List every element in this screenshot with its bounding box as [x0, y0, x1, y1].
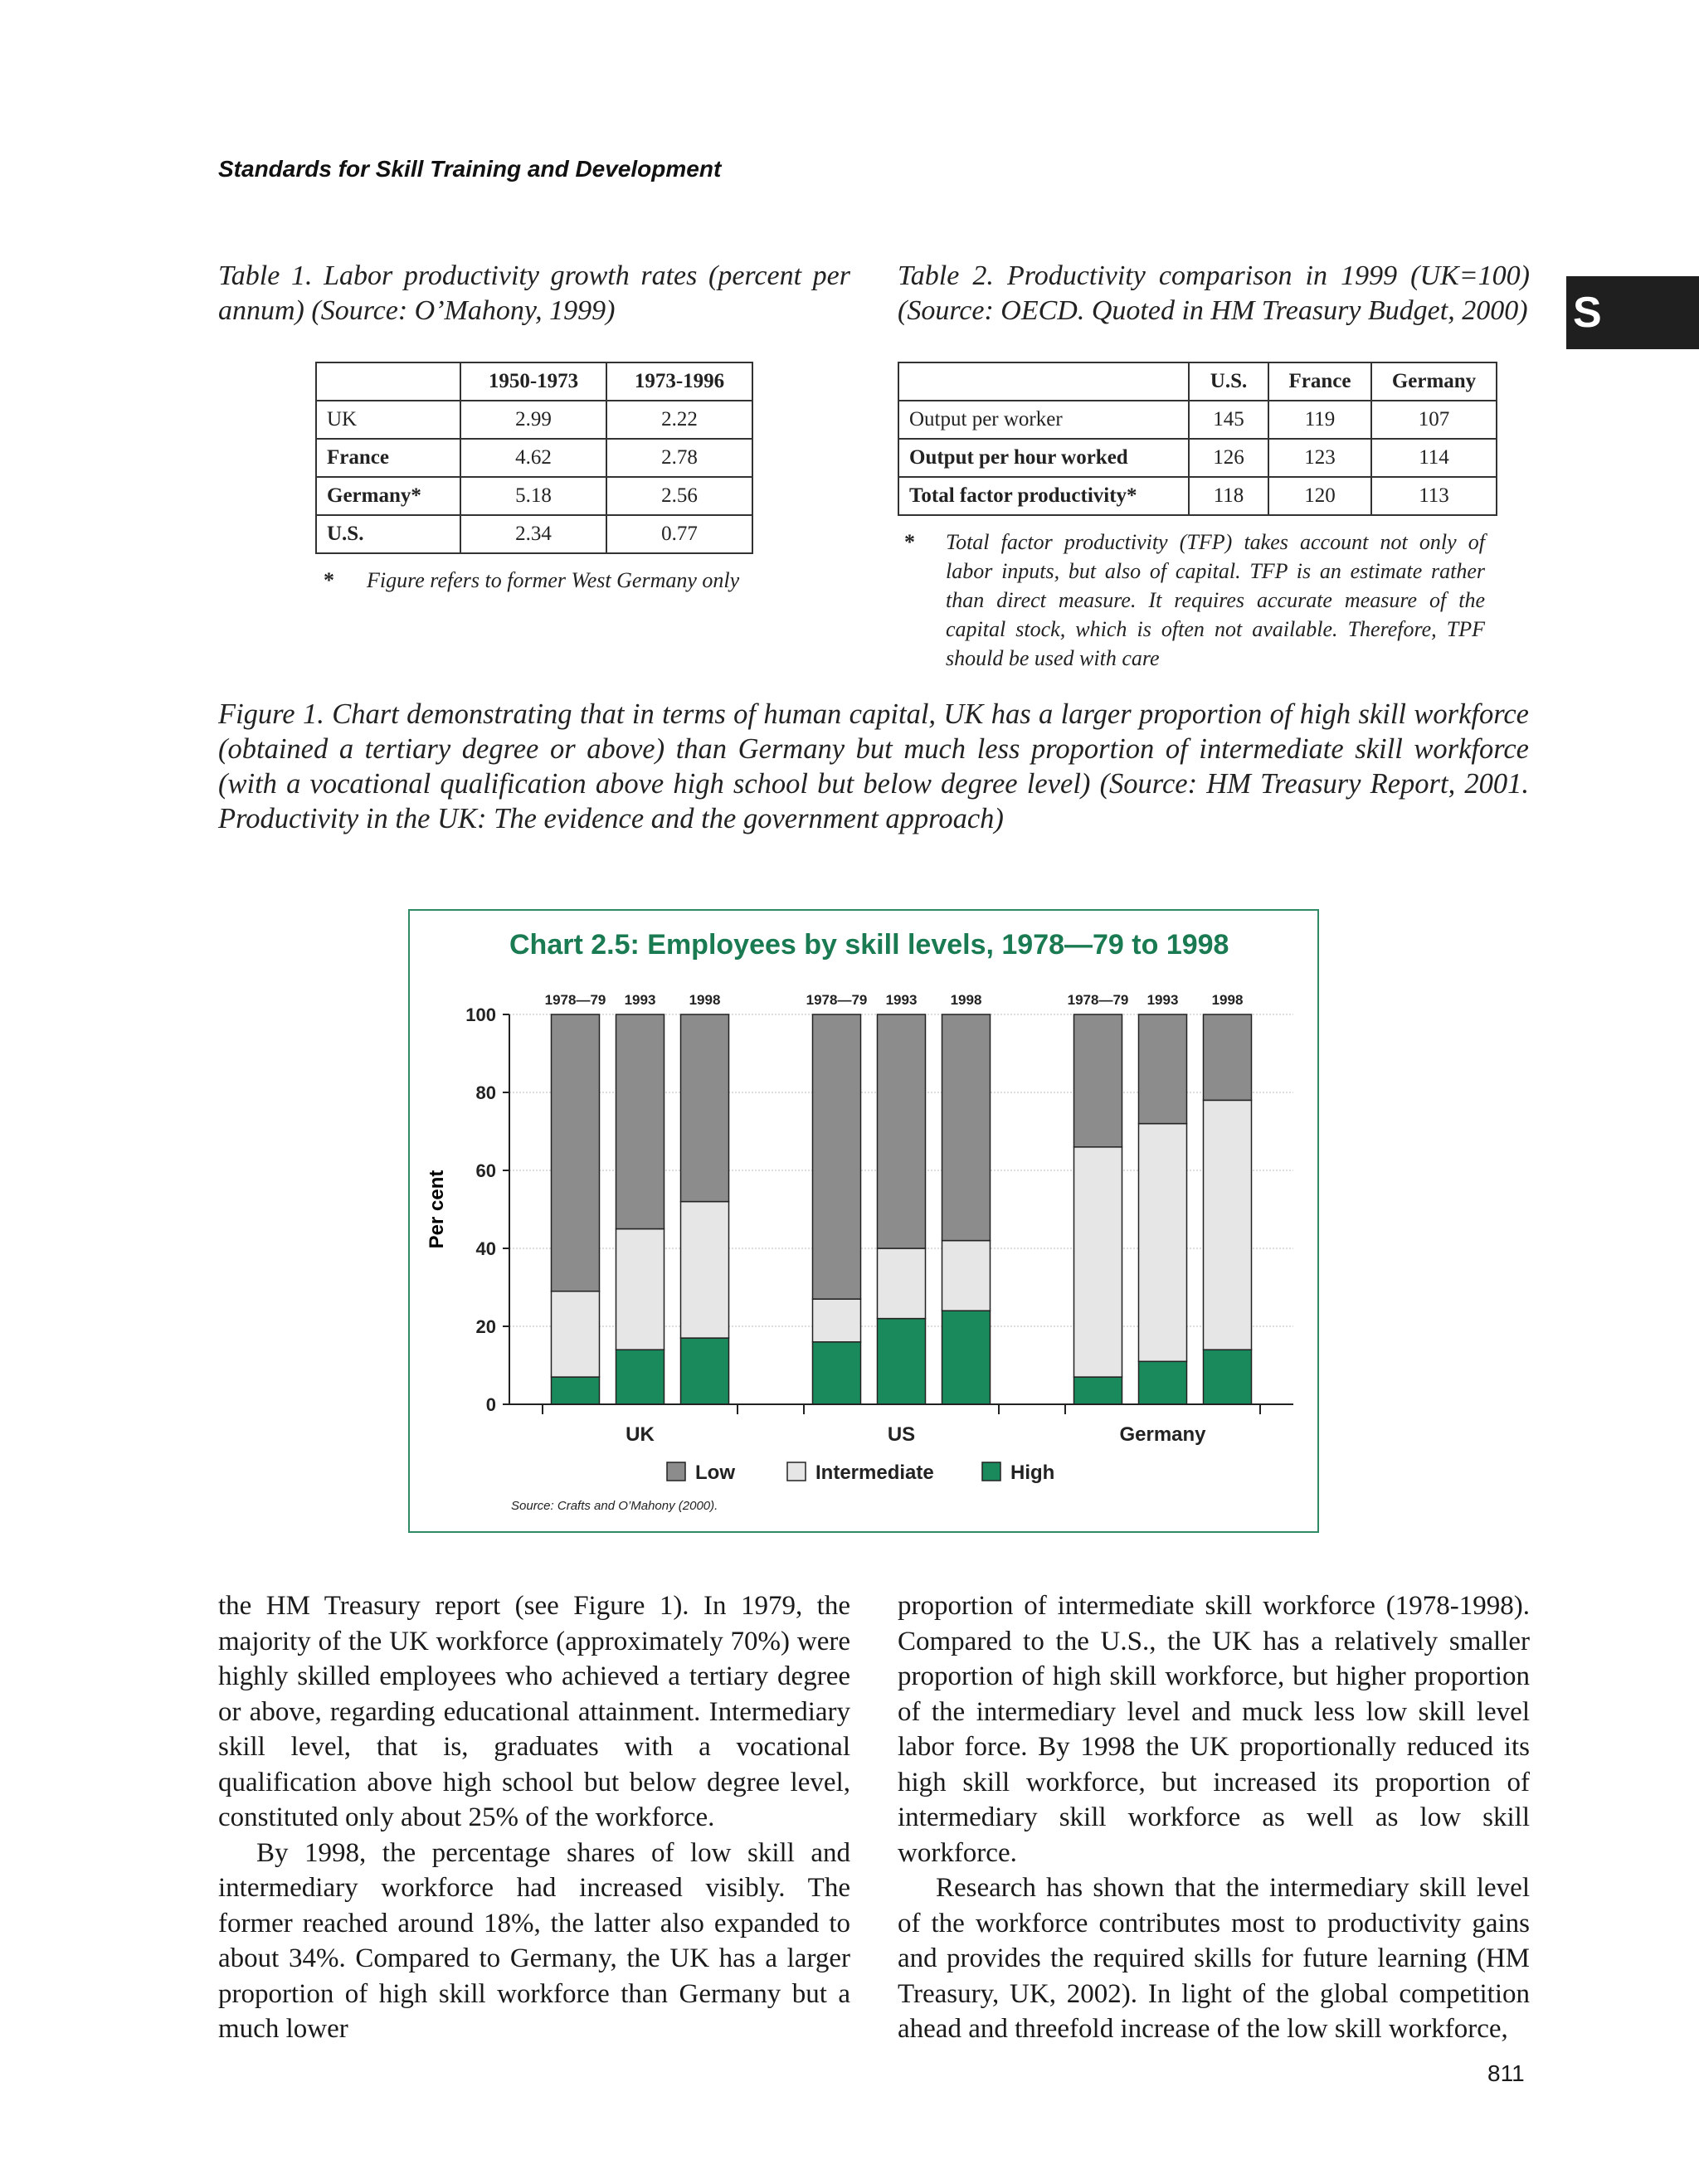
legend-label: Intermediate	[815, 1462, 934, 1484]
y-tick-label: 20	[475, 1316, 496, 1337]
group-label: UK	[626, 1423, 655, 1446]
bar-segment-intermediate	[1204, 1100, 1252, 1350]
chart-title: Chart 2.5: Employees by skill levels, 1978—79 to 1998	[509, 929, 1229, 961]
table2-header-cell: Germany	[1371, 362, 1497, 401]
stacked-bar-chart	[410, 911, 1317, 1531]
table2-cell: 118	[1189, 477, 1268, 515]
table1-row-label: UK	[316, 401, 460, 439]
bar-segment-low	[616, 1014, 665, 1229]
period-label: 1993	[885, 992, 918, 1008]
table1-cell: 2.78	[606, 439, 752, 477]
body-column-left	[218, 1588, 850, 2047]
bar-segment-high	[1074, 1377, 1122, 1404]
table1-footnote-text: Figure refers to former West Germany only	[367, 568, 740, 592]
period-label: 1978—79	[806, 992, 868, 1008]
table1-header-cell: 1973-1996	[606, 362, 752, 401]
table-row	[316, 477, 752, 515]
legend-swatch-intermediate	[787, 1462, 806, 1481]
bar-segment-low	[878, 1014, 926, 1248]
bar-segment-high	[942, 1311, 991, 1404]
table1-cell: 2.34	[460, 515, 606, 553]
table2-cell: 113	[1371, 477, 1497, 515]
chart-bars	[552, 1014, 1252, 1404]
table2-cell: 123	[1268, 439, 1371, 477]
bar-segment-low	[681, 1014, 729, 1202]
table-row	[898, 477, 1497, 515]
bar-segment-high	[878, 1319, 926, 1404]
chart-frame	[408, 909, 1319, 1533]
bar-segment-intermediate	[813, 1299, 861, 1342]
table1-cell: 0.77	[606, 515, 752, 553]
y-tick-label: 0	[485, 1394, 496, 1415]
bar-segment-intermediate	[616, 1229, 665, 1350]
bar-segment-high	[552, 1377, 600, 1404]
bar-segment-low	[1074, 1014, 1122, 1147]
bar-segment-low	[1204, 1014, 1252, 1100]
period-label: 1978—79	[544, 992, 606, 1008]
group-label: US	[887, 1423, 916, 1446]
table1	[315, 362, 753, 554]
period-label: 1998	[1211, 992, 1244, 1008]
table1-row-label: Germany*	[316, 477, 460, 515]
period-label: 1993	[1146, 992, 1179, 1008]
body-paragraph: proportion of intermediate skill workforce (1978-1998). Compared to the U.S., the UK has a relatively smaller proportion of high skill workforce, but higher proportion of the intermediary level and muck less low skill level labor force. By 1998 the UK proportionally reduced its high skill workforce, but increased its proportion of intermediary skill workforce as well as low skill workforce.	[898, 1591, 1530, 1868]
bar-segment-low	[813, 1014, 861, 1299]
footnote-marker: *	[904, 530, 915, 554]
bar-segment-low	[552, 1014, 600, 1291]
table-row	[898, 439, 1497, 477]
bar-segment-intermediate	[552, 1291, 600, 1377]
bar-segment-low	[942, 1014, 991, 1241]
table2-cell: 145	[1189, 401, 1268, 439]
table2-cell: 126	[1189, 439, 1268, 477]
period-label: 1993	[624, 992, 656, 1008]
table-row	[316, 439, 752, 477]
y-tick-label: 60	[475, 1160, 496, 1181]
table2-row-label: Total factor productivity*	[898, 477, 1189, 515]
table2-header-row	[898, 362, 1497, 401]
bar-segment-high	[1204, 1350, 1252, 1404]
body-paragraph: By 1998, the percentage shares of low skill and intermediary workforce had increased visibly. The former reached around 18%, the latter also expanded to about 34%. Compared to Germany, the UK has a larger proportion of high skill workforce than Germany but a much lower	[218, 1837, 850, 2044]
chart-source-note: Source: Crafts and O’Mahony (2000).	[511, 1499, 718, 1513]
figure1-caption: Figure 1. Chart demonstrating that in terms of human capital, UK has a larger proportion of high skill workforce (obtained a tertiary degree or above) than Germany but much less proportion of intermediate skill workforce (with a vocational qualification above high school but below degree level) (Source: HM Treasury Report, 2001. Productivity in the UK: The evidence and the government approach)	[218, 698, 1529, 834]
table-row	[316, 401, 752, 439]
table1-cell: 2.56	[606, 477, 752, 515]
table1-cell: 2.99	[460, 401, 606, 439]
table2-cell: 114	[1371, 439, 1497, 477]
table2-cell: 120	[1268, 477, 1371, 515]
period-label: 1978—79	[1067, 992, 1129, 1008]
table1-cell: 2.22	[606, 401, 752, 439]
table1-row-label: France	[316, 439, 460, 477]
table1-header-cell	[316, 362, 460, 401]
table1-header-cell: 1950-1973	[460, 362, 606, 401]
legend-label: Low	[695, 1462, 735, 1484]
table1-header-row	[316, 362, 752, 401]
bar-segment-low	[1139, 1014, 1187, 1124]
table2-footnote-text: Total factor productivity (TFP) takes account not only of labor inputs, but also of capital. TFP is an estimate rather than direct measure. It requires accurate measure of the capital stock, which is often not available. Therefore, TPF should be used with care	[946, 530, 1485, 670]
body-column-right	[898, 1588, 1530, 2047]
period-label: 1998	[689, 992, 721, 1008]
table1-row-label: U.S.	[316, 515, 460, 553]
chart-legend	[667, 1462, 1054, 1484]
bar-segment-intermediate	[1139, 1124, 1187, 1362]
bar-segment-high	[813, 1342, 861, 1404]
running-head: Standards for Skill Training and Development	[218, 156, 722, 182]
bar-segment-intermediate	[878, 1248, 926, 1319]
table1-footnote	[324, 566, 755, 595]
table2-header-cell: France	[1268, 362, 1371, 401]
legend-label: High	[1010, 1462, 1055, 1484]
y-tick-label: 40	[475, 1238, 496, 1259]
bar-segment-intermediate	[942, 1241, 991, 1311]
group-label: Germany	[1119, 1423, 1206, 1446]
bar-segment-intermediate	[1074, 1147, 1122, 1377]
section-tab-marker: S	[1566, 276, 1699, 349]
bar-segment-high	[1139, 1361, 1187, 1404]
page-number: 811	[1487, 2060, 1525, 2086]
table1-cell: 4.62	[460, 439, 606, 477]
y-tick-label: 80	[475, 1082, 496, 1103]
table2-header-cell	[898, 362, 1189, 401]
table2-cell: 107	[1371, 401, 1497, 439]
footnote-marker: *	[324, 568, 334, 592]
bar-segment-high	[616, 1350, 665, 1404]
table-row	[898, 401, 1497, 439]
body-paragraph: the HM Treasury report (see Figure 1). In 1979, the majority of the UK workforce (approximately 70%) were highly skilled employees who achieved a tertiary degree or above, regarding educational attainment. Intermediary skill level, that is, graduates with a vocational qualification above high school but below degree level, constituted only about 25% of the workforce.	[218, 1591, 850, 1832]
legend-swatch-low	[667, 1462, 685, 1481]
bar-segment-high	[681, 1338, 729, 1404]
table-row	[316, 515, 752, 553]
table1-caption: Table 1. Labor productivity growth rates (percent per annum) (Source: O’Mahony, 1999)	[218, 260, 850, 326]
bar-segment-intermediate	[681, 1202, 729, 1339]
table2-row-label: Output per worker	[898, 401, 1189, 439]
table2-cell: 119	[1268, 401, 1371, 439]
period-label: 1998	[950, 992, 982, 1008]
table2	[898, 362, 1497, 516]
table2-footnote	[904, 528, 1485, 673]
y-tick-label: 100	[465, 1004, 496, 1025]
legend-swatch-high	[982, 1462, 1000, 1481]
body-paragraph: Research has shown that the intermediary skill level of the workforce contributes most to productivity gains and provides the required skills for future learning (HM Treasury, UK, 2002). In light of the global competition ahead and threefold increase of the low skill workforce,	[898, 1873, 1530, 2044]
table2-caption: Table 2. Productivity comparison in 1999 (UK=100) (Source: OECD. Quoted in HM Treasury Budget, 2000)	[898, 260, 1530, 326]
table2-row-label: Output per hour worked	[898, 439, 1189, 477]
table1-cell: 5.18	[460, 477, 606, 515]
table2-header-cell: U.S.	[1189, 362, 1268, 401]
y-axis-label: Per cent	[426, 1170, 448, 1249]
